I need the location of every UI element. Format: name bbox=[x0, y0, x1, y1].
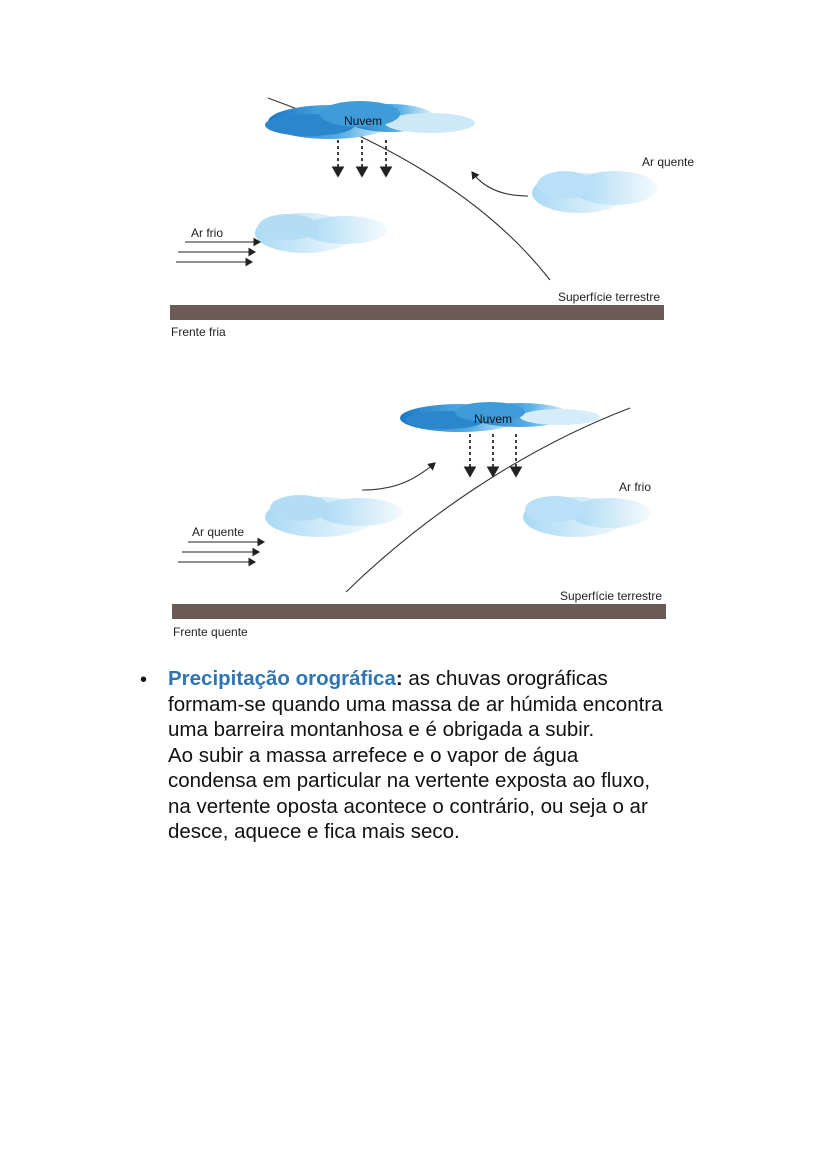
paragraph-line: Ao subir a massa arrefece e o vapor de água bbox=[168, 743, 579, 767]
bullet-marker: • bbox=[140, 669, 148, 691]
ground-surface bbox=[172, 604, 666, 619]
bullet-colon: : bbox=[395, 667, 403, 690]
warm-air-arrow bbox=[362, 463, 435, 490]
warm-air-cloud bbox=[265, 495, 402, 537]
cold-air-label: Ar frio bbox=[191, 226, 224, 240]
rain-arrows bbox=[470, 434, 516, 476]
bullet-term: Precipitação orográfica bbox=[168, 667, 396, 690]
warm-air-label: Ar quente bbox=[192, 525, 245, 539]
warm-air-arrow bbox=[472, 172, 528, 196]
paragraph-line: condensa em particular na vertente exposta ao fluxo, bbox=[168, 769, 651, 792]
paragraph-line: as chuvas orográficas bbox=[402, 667, 608, 690]
warm-front-illustration bbox=[160, 390, 680, 650]
paragraph-line: uma barreira montanhosa e é obrigada a subir. bbox=[168, 718, 595, 741]
warm-air-label: Ar quente bbox=[642, 155, 695, 169]
cloud-label: Nuvem bbox=[344, 114, 383, 128]
bullet-paragraph bbox=[168, 666, 728, 845]
paragraph-line: formam-se quando uma massa de ar húmida encontra bbox=[168, 692, 663, 716]
cold-front-illustration bbox=[160, 90, 680, 350]
surface-label: Superfície terrestre bbox=[560, 589, 663, 603]
cold-front-diagram bbox=[160, 90, 695, 350]
cloud-label: Nuvem bbox=[474, 412, 513, 426]
paragraph-line: desce, aquece e fica mais seco. bbox=[168, 820, 460, 843]
warm-air-cloud bbox=[532, 171, 657, 213]
cold-air-cloud bbox=[255, 213, 387, 253]
cold-air-cloud bbox=[523, 496, 650, 537]
surface-label: Superfície terrestre bbox=[558, 290, 661, 304]
diagram-caption: Frente quente bbox=[173, 625, 248, 639]
warm-front-diagram bbox=[160, 390, 680, 650]
cold-air-arrows bbox=[176, 242, 260, 262]
warm-air-arrows bbox=[178, 542, 264, 562]
diagram-caption: Frente fria bbox=[171, 325, 226, 339]
cold-air-label: Ar frio bbox=[619, 480, 652, 494]
paragraph-line: na vertente oposta acontece o contrário, ou seja o ar bbox=[168, 794, 648, 818]
ground-surface bbox=[170, 305, 664, 320]
